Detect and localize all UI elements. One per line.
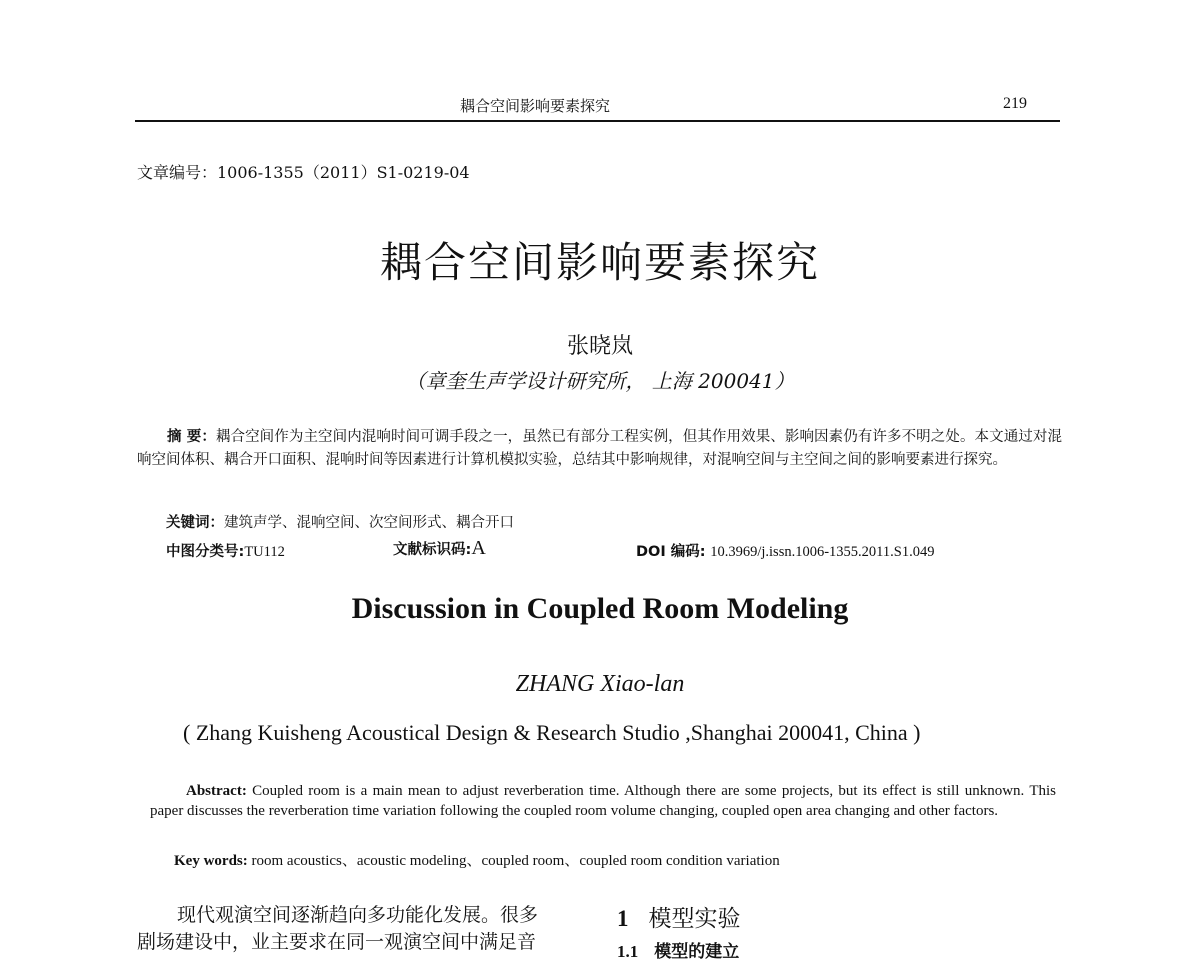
- cn-author: 张晓岚: [566, 334, 633, 359]
- en-abstract: [150, 782, 1056, 821]
- cn-doi: [636, 540, 934, 561]
- en-keywords-label: Key words:: [174, 853, 248, 869]
- body-line-1: 现代观演空间逐渐趋向多功能化发展。很多: [177, 904, 539, 926]
- cn-doi-value: 10.3969/j.issn.1006-1355.2011.S1.049: [710, 544, 935, 560]
- cn-doc-code: [393, 537, 486, 560]
- page-number: 219: [1003, 95, 1027, 112]
- cn-doc-code-value: A: [471, 537, 486, 559]
- en-abstract-label: Abstract:: [186, 783, 247, 799]
- section-number: 1: [617, 906, 629, 931]
- running-title: 耦合空间影响要素探究: [460, 97, 611, 115]
- cn-clc-label: 中图分类号:: [166, 544, 245, 560]
- en-keywords: [174, 849, 780, 870]
- article-number: 文章编号：1006-1355（2011）S1-0219-04: [137, 163, 470, 182]
- header-rule: [135, 120, 1060, 122]
- en-author: ZHANG Xiao-lan: [515, 671, 685, 697]
- en-affiliation: ( Zhang Kuisheng Acoustical Design & Research Studio ,Shanghai 200041, China ): [183, 720, 921, 745]
- subsection-number: 1.1: [617, 942, 639, 961]
- cn-keywords-text: 建筑声学、混响空间、次空间形式、耦合开口: [224, 515, 514, 531]
- subsection-heading: [617, 937, 739, 962]
- section-heading: [617, 900, 741, 933]
- subsection-title: 模型的建立: [654, 942, 740, 962]
- en-title: Discussion in Coupled Room Modeling: [351, 592, 849, 625]
- cn-clc: [166, 540, 285, 561]
- section-title: 模型实验: [648, 906, 741, 932]
- cn-clc-value: TU112: [244, 544, 285, 560]
- en-keywords-text: room acoustics、acoustic modeling、coupled room、coupled room condition variation: [251, 853, 780, 869]
- cn-doc-code-label: 文献标识码:: [393, 542, 472, 558]
- body-left-column: [137, 902, 577, 956]
- body-line-2: 剧场建设中，业主要求在同一观演空间中满足音: [137, 931, 537, 953]
- cn-abstract: [137, 426, 1062, 472]
- en-abstract-text: Coupled room is a main mean to adjust reverberation time. Although there are some projects, but its effect is still unknown. This paper discusses the reverberation time variation following the coupled room volume changing, coupled open area changing and other factors.: [150, 783, 1056, 819]
- cn-doi-label: DOI 编码:: [636, 544, 706, 560]
- cn-abstract-text: 耦合空间作为主空间内混响时间可调手段之一，虽然已有部分工程实例，但其作用效果、影响因素仍有许多不明之处。本文通过对混响空间体积、耦合开口面积、混响时间等因素进行计算机模拟实验，总结其中影响规律，对混响空间与主空间之间的影响要素进行探究。: [137, 429, 1062, 468]
- cn-keywords: [166, 511, 514, 532]
- cn-keywords-label: 关键词：: [166, 515, 224, 531]
- cn-title: 耦合空间影响要素探究: [379, 238, 820, 287]
- cn-abstract-label: 摘 要：: [167, 429, 216, 445]
- cn-affiliation: （章奎生声学设计研究所， 上海 200041）: [405, 369, 795, 393]
